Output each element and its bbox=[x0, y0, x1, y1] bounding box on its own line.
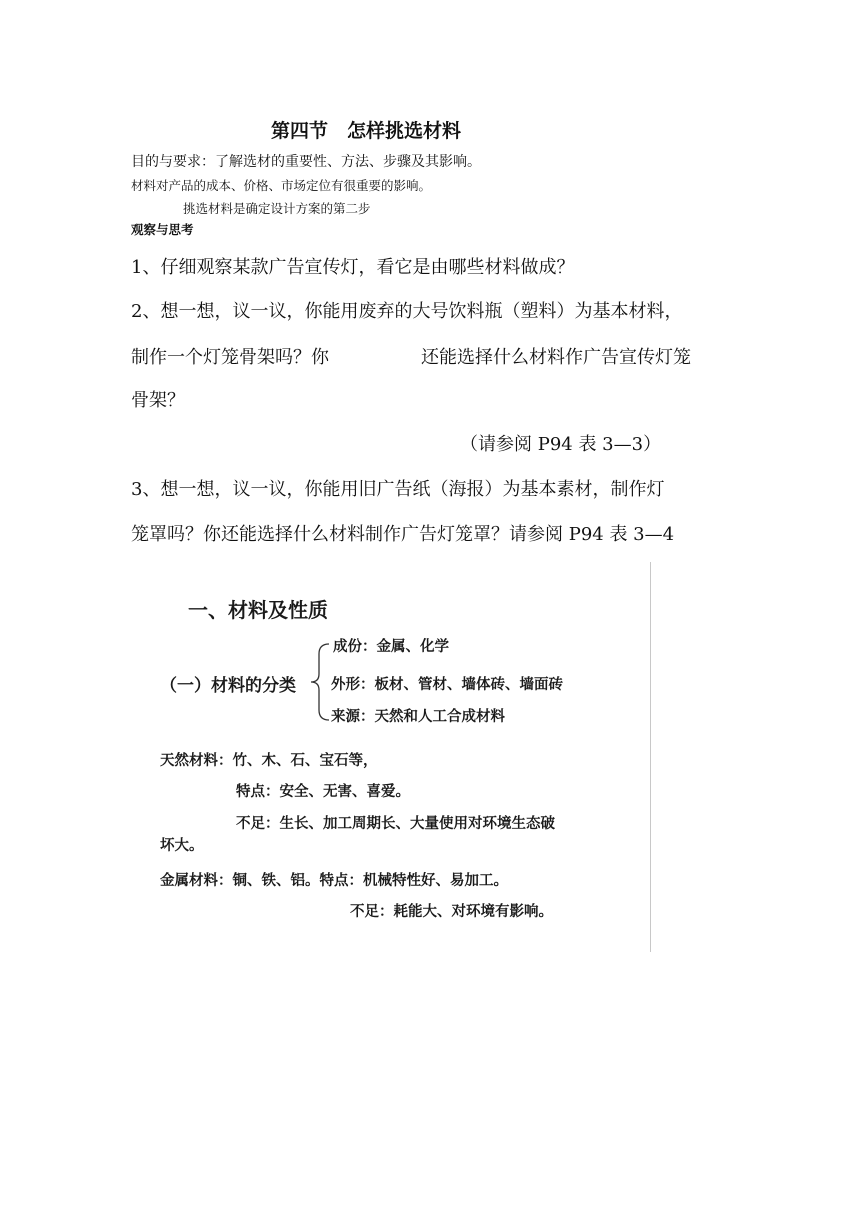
natural-shortcoming-1: 不足：生长、加工周期长、大量使用对环境生态破 bbox=[236, 816, 555, 832]
metal-shortcoming: 不足：耗能大、对环境有影响。 bbox=[350, 904, 553, 920]
classify-label: （一）材料的分类 bbox=[160, 676, 296, 696]
natural-label: 天然材料： bbox=[160, 753, 233, 769]
brace-icon bbox=[309, 642, 333, 722]
question-3-line-2: 笼罩吗？你还能选择什么材料制作广告灯笼罩？请参阅 P94 表 3—4 bbox=[131, 524, 675, 545]
question-2-line-2b: 还能选择什么材料作广告宣传灯笼 bbox=[421, 347, 691, 368]
objective-line: 目的与要求：了解选材的重要性、方法、步骤及其影响。 bbox=[131, 154, 481, 170]
observe-heading: 观察与思考 bbox=[131, 222, 194, 237]
natural-materials-line bbox=[160, 749, 378, 770]
question-2-reference: （请参阅 P94 表 3—3） bbox=[460, 434, 662, 455]
figure-divider-line bbox=[650, 562, 651, 952]
page-title: 第四节 怎样挑选材料 bbox=[271, 120, 462, 142]
figure-heading: 一、材料及性质 bbox=[188, 598, 328, 622]
natural-shortcoming-2: 坏大。 bbox=[160, 838, 204, 854]
natural-items: 竹、木、石、宝石等， bbox=[232, 753, 378, 769]
question-2-line-2a: 制作一个灯笼骨架吗？你 bbox=[131, 347, 329, 368]
question-2-line-3: 骨架？ bbox=[131, 390, 185, 411]
metal-items: 铜、铁、铝。特点：机械特性好、易加工。 bbox=[232, 873, 508, 889]
question-1: 1、仔细观察某款广告宣传灯，看它是由哪些材料做成？ bbox=[131, 257, 575, 278]
branch-shape: 外形：板材、管材、墙体砖、墙面砖 bbox=[331, 677, 563, 693]
intro-line-3: 挑选材料是确定设计方案的第二步 bbox=[183, 201, 371, 216]
metal-label: 金属材料： bbox=[160, 873, 233, 889]
metal-materials-line bbox=[160, 869, 508, 890]
intro-line-2: 材料对产品的成本、价格、市场定位有很重要的影响。 bbox=[131, 178, 432, 193]
question-3-line-1: 3、想一想，议一议，你能用旧广告纸（海报）为基本素材，制作灯 bbox=[131, 479, 665, 500]
branch-composition: 成份：金属、化学 bbox=[333, 639, 449, 655]
branch-source: 来源：天然和人工合成材料 bbox=[331, 709, 505, 725]
question-2-line-1: 2、想一想，议一议，你能用废弃的大号饮料瓶（塑料）为基本材料， bbox=[131, 301, 683, 322]
natural-feature: 特点：安全、无害、喜爱。 bbox=[236, 784, 410, 800]
